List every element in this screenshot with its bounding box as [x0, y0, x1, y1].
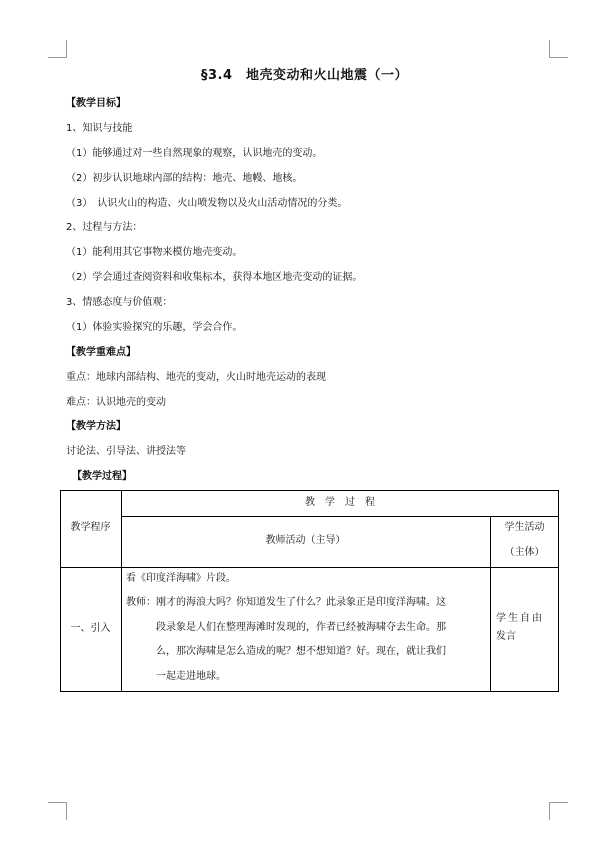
key-point: 重点：地球内部结构、地壳的变动，火山时地壳运动的表现 [66, 372, 326, 383]
student-activity: 学生自由 [496, 613, 544, 624]
section-3-item: （1）体验实验探究的乐趣，学会合作。 [66, 322, 243, 333]
keypoints-heading: 【教学重难点】 [66, 347, 136, 358]
crop-mark-bottom-right [549, 802, 550, 820]
row-program: 一、引入 [70, 623, 111, 634]
crop-mark-top-left [66, 40, 67, 58]
teacher-line: 段录象是人们在整理海滩时发现的，作者已经被海啸夺去生命。那 [156, 622, 446, 633]
process-heading: 【教学过程】 [72, 471, 132, 482]
header-program: 教学程序 [70, 522, 111, 533]
section-2-item: （1）能利用其它事物来模仿地壳变动。 [66, 247, 243, 258]
section-2-item: （2）学会通过查阅资料和收集标本，获得本地区地壳变动的证据。 [66, 272, 363, 283]
section-1-heading: 1、知识与技能 [66, 123, 133, 134]
section-1-item: （3） 认识火山的构造、火山喷发物以及火山活动情况的分类。 [66, 198, 348, 209]
header-student-activity-sub: （主体） [504, 547, 545, 558]
crop-mark-top-left-h [48, 57, 67, 58]
crop-mark-top-right-h [549, 57, 568, 58]
teacher-line: 教师：刚才的海浪大吗？你知道发生了什么？此录象正是印度洋海啸。这 [126, 597, 446, 608]
section-1-item: （2）初步认识地球内部的结构：地壳、地幔、地核。 [66, 173, 303, 184]
section-2-heading: 2、过程与方法： [66, 222, 143, 233]
header-teacher-activity: 教师活动（主导） [265, 535, 346, 546]
teaching-process-table [60, 490, 559, 692]
page-title: §3.4 地壳变动和火山地震（一） [200, 68, 409, 83]
section-3-heading: 3、情感态度与价值观： [66, 297, 173, 308]
teacher-line: 么，那次海啸是怎么造成的呢？想不想知道？好。现在，就让我们 [156, 646, 446, 657]
teacher-line: 看《印度洋海啸》片段。 [126, 573, 236, 584]
difficulty: 难点：认识地壳的变动 [66, 397, 166, 408]
crop-mark-top-right [549, 40, 550, 58]
methods-heading: 【教学方法】 [66, 421, 126, 432]
teacher-line: 一起走进地球。 [156, 671, 226, 682]
student-activity-cont: 发言 [496, 631, 516, 642]
crop-mark-bottom-right-h [549, 802, 568, 803]
methods: 讨论法、引导法、讲授法等 [66, 446, 186, 457]
header-process: 教 学 过 程 [305, 497, 375, 508]
crop-mark-bottom-left [66, 802, 67, 820]
goals-heading: 【教学目标】 [66, 98, 126, 109]
header-student-activity: 学生活动 [504, 522, 545, 533]
crop-mark-bottom-left-h [48, 802, 67, 803]
section-1-item: （1）能够通过对一些自然现象的观察，认识地壳的变动。 [66, 148, 323, 159]
